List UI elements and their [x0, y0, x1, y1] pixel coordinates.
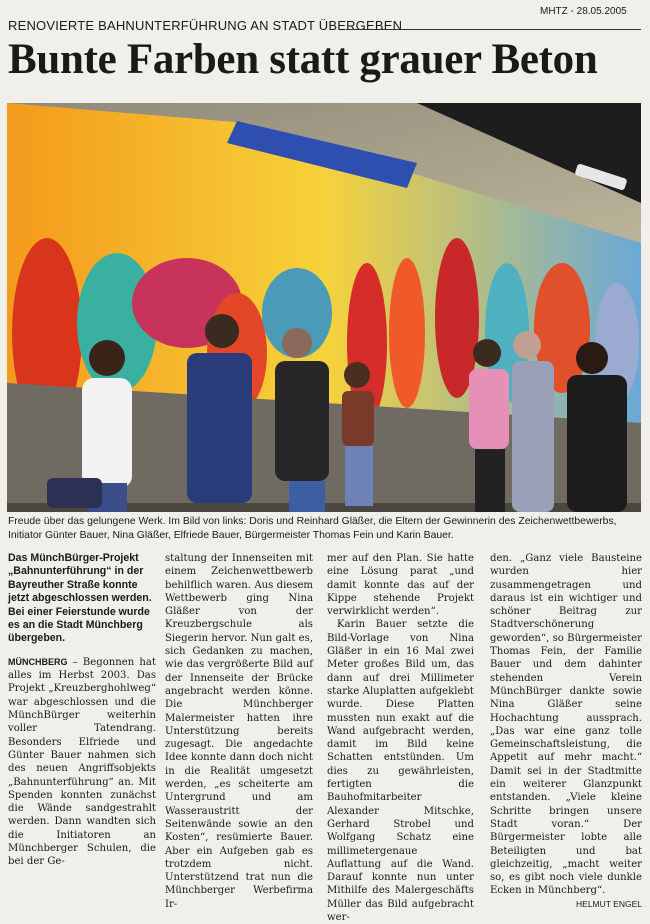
mural-photo-illustration	[7, 103, 641, 512]
column-3-paragraph-2: Karin Bauer setzte die Bild-Vorlage von Nina Gläßer in ein 16 Mal zwei Meter großes Bild um, das dann auf drei Millimeter starke Aluplatten aufgeklebt wurde. Diese Platten mussten nun exakt auf die Wand aufgebracht werden, damit im Bild keine Schatten entstünden. Um dies zu gewährleisten, fertigten die Bauhofmitarbeiter Alexander Mitschke, Gerhard Strobel und Wolfgang Schatz eine millimetergenaue Auflattung auf die Wand. Darauf konnte nun unter Mithilfe des Malergeschäfts Müller das Bild aufgebracht wer-	[327, 619, 474, 924]
column-3-paragraph-1: mer auf den Plan. Sie hatte eine Lösung parat „und damit konnte das auf der Kippe stehende Projekt verwirklicht werden“.	[327, 553, 474, 618]
article-column-2	[165, 552, 313, 911]
column-2-text: staltung der Innenseiten mit einem Zeichenwettbewerb behilflich waren. Aus diesem Wettbewerb ging Nina Gläßer von der Kreuzbergschule als Siegerin hervor. Nun galt es, sich Gedanken zu machen, wie das vergrößerte Bild auf der Innenseite der Brücke angebracht werden könne. Die Münchberger Malermeister hatten ihre Unterstützung bereits zugesagt. Die angedachte Idee konnte dann doch nicht in die Realität umgesetzt werden, „es scheiterte am Untergrund und am Wasseraustritt der Seitenwände sowie an den Kosten“, resümierte Bauer. Aber ein Aufgeben gab es trotzdem nicht. Unterstützend trat nun die Münchberger Werbefirma Ir-	[165, 553, 313, 910]
column-1-text: – Begonnen hat alles im Herbst 2003. Das Projekt „Kreuzberghohlweg“ war abgeschlossen und die MünchBürger weiterhin voller Tatendrang. Besonders Elfriede und Günter Bauer nahmen sich des neuen Angriffsobjekts „Bahnunterführung“ an. Mit Spenden konnten zunächst die Wände sandgestrahlt werden. Dann wandten sich die Initiatoren an Münchberger Schulen, die bei der Ge-	[8, 656, 156, 868]
mural-photo	[7, 103, 641, 512]
article-column-4	[490, 552, 642, 911]
byline: HELMUT ENGEL	[576, 898, 642, 909]
article-column-1	[8, 552, 156, 869]
kicker: RENOVIERTE BAHNUNTERFÜHRUNG AN STADT ÜBERGEBEN	[8, 18, 403, 33]
date-stamp: MHTZ - 28.05.2005	[540, 6, 627, 17]
article-lead: Das MünchBürger-Projekt „Bahnunterführung“ in der Bayreuther Straße konnte jetzt abgeschlossen werden. Bei einer Feierstunde wurde es an die Stadt Münchberg übergeben.	[8, 552, 152, 645]
headline: Bunte Farben statt grauer Beton	[8, 36, 598, 83]
dateline: MÜNCHBERG	[8, 656, 68, 667]
photo-caption: Freude über das gelungene Werk. Im Bild von links: Doris und Reinhard Gläßer, die Eltern der Gewinnerin des Zeichenwettbewerbs, Initiator Günter Bauer, Nina Gläßer, Elfriede Bauer, Bürgermeister Thomas Fein und Karin Bauer.	[8, 516, 617, 541]
article-column-3	[327, 552, 474, 924]
column-4-text: den. „Ganz viele Bausteine wurden hier zusammengetragen und daraus ist ein wichtiger und schöner Beitrag zur Stadtverschönerung geworden“, so Bürgermeister Thomas Fein, der Familie Bauer und dem dahinter stehenden Verein MünchBürger dankte sowie Nina Gläßer seine Hochachtung aussprach. „Das war eine ganz tolle Gemeinschaftsleistung, die Appetit auf mehr macht.“ Damit sei in der Stadtmitte ein weiterer Glanzpunkt entstanden. „Viele kleine Schritte bringen unsere Stadt voran.“ Der Bürgermeister lobte alle Beteiligten und bat gleichzeitig, „macht weiter so, es gibt noch viele dunkle Ecken in Münchberg“.	[490, 553, 642, 897]
kicker-rule	[346, 29, 641, 30]
